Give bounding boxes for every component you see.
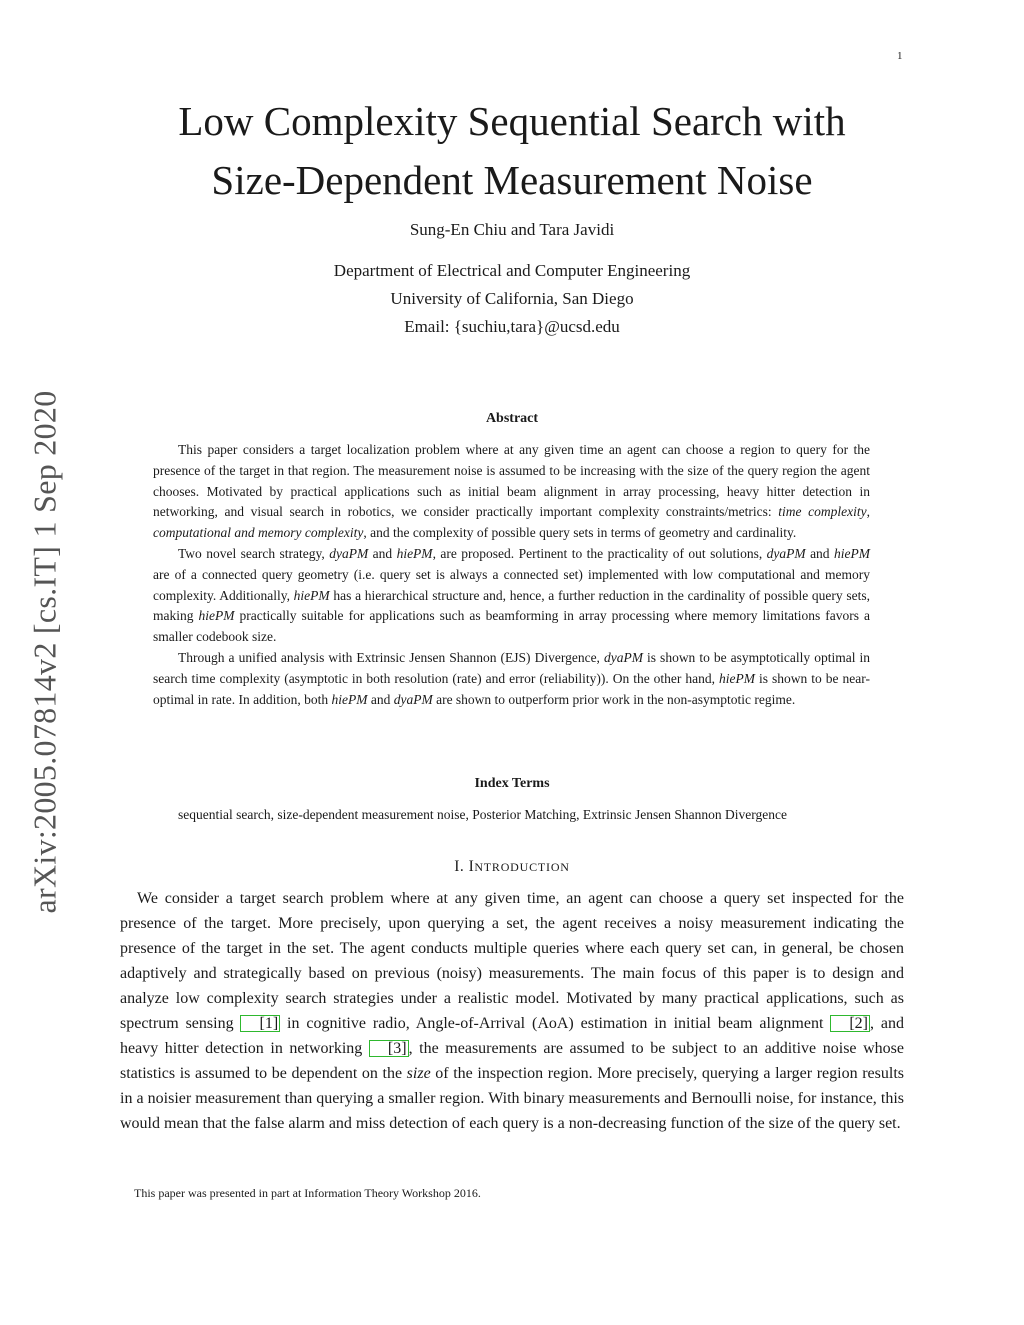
math-symbol: hiePM: [719, 670, 756, 686]
text: , the measurements are assumed to be subject to an additive noise whose statistics is assumed to be dependent on the: [120, 1040, 904, 1082]
text: practically suitable for applications such as beamforming in array processing where memory limitations favors a smaller codebook size.: [153, 608, 871, 645]
paper-title: [0, 92, 1024, 210]
citation-link[interactable]: [2]: [830, 1015, 870, 1032]
text: in cognitive radio, Angle-of-Arrival (AoA) estimation in initial beam alignment: [280, 1015, 831, 1032]
math-symbol: dyaPM: [766, 545, 806, 561]
math-symbol: hiePM: [396, 545, 433, 561]
text: and: [367, 691, 394, 707]
title-line-2: Size-Dependent Measurement Noise: [211, 157, 813, 203]
text: is shown to be near-optimal in rate. In addition, both: [153, 670, 870, 707]
emphasis: size: [406, 1065, 431, 1082]
section-numeral: I.: [454, 858, 469, 875]
text: , and the complexity of possible query sets in terms of geometry and cardinality.: [363, 525, 797, 541]
abstract-body: [153, 440, 870, 710]
title-line-1: Low Complexity Sequential Search with: [178, 98, 846, 144]
abstract-heading: Abstract: [485, 411, 539, 426]
text: ,: [866, 504, 871, 520]
abstract-paragraph-3: [153, 648, 870, 710]
emphasis: time complexity: [778, 504, 867, 520]
math-symbol: hiePM: [293, 587, 330, 603]
section-title-cap: I: [468, 858, 475, 875]
emphasis: computational and memory complexity: [153, 525, 364, 541]
text: are shown to outperform prior work in the non-asymptotic regime.: [432, 691, 796, 707]
text: Through a unified analysis with Extrinsic Jensen Shannon (EJS) Divergence,: [178, 649, 604, 665]
abstract-paragraph-1: [153, 440, 870, 544]
page-number: 1: [897, 50, 903, 62]
math-symbol: hiePM: [331, 691, 368, 707]
text: We consider a target search problem where at any given time, an agent can choose a query set inspected for the presence of the target. More precisely, upon querying a set, the agent receives a noisy measurement indicating the presence of the target in the set. The agent conducts multiple queries where each query set can, in general, be chosen adaptively and strategically based on previous (noisy) measurements. The main focus of this paper is to design and analyze low complexity search strategies under a realistic model. Motivated by many practical applications, such as spectrum sensing: [120, 890, 904, 1032]
text: This paper considers a target localization problem where at any given time an agent can choose a region to query for the presence of the target in that region. The measurement noise is assumed to be increasing with the size of the query region the agent chooses. Motivated by practical applications such as initial beam alignment in array processing, heavy hitter detection in networking, and visual search in robotics, we consider practically important complexity constraints/metrics:: [153, 442, 870, 520]
text: has a hierarchical structure and, hence, a further reduction in the cardinality of possible query sets, making: [153, 587, 871, 624]
citation-link[interactable]: [1]: [240, 1015, 280, 1032]
university: University of California, San Diego: [390, 289, 634, 308]
text: are of a connected query geometry (i.e. query set is always a connected set) implemented with low computational and memory complexity. Additionally,: [153, 566, 870, 603]
arxiv-stamp: arXiv:2005.07814v2 [cs.IT] 1 Sep 2020: [26, 390, 63, 914]
footnote: This paper was presented in part at Information Theory Workshop 2016.: [134, 1186, 481, 1200]
index-terms: sequential search, size-dependent measurement noise, Posterior Matching, Extrinsic Jensen Shannon Divergence: [178, 807, 787, 822]
index-terms-heading: Index Terms: [474, 776, 550, 791]
affiliation: [0, 257, 1024, 341]
math-symbol: hiePM: [198, 608, 235, 624]
introduction-body: [120, 886, 904, 1136]
math-symbol: dyaPM: [603, 649, 643, 665]
text: , and heavy hitter detection in networking: [120, 1015, 905, 1057]
math-symbol: dyaPM: [329, 545, 369, 561]
department: Department of Electrical and Computer Engineering: [333, 261, 691, 280]
math-symbol: dyaPM: [393, 691, 433, 707]
math-symbol: hiePM: [834, 545, 870, 561]
text: , are proposed. Pertinent to the practicality of out solutions,: [432, 545, 767, 561]
authors: Sung-En Chiu and Tara Javidi: [409, 220, 615, 239]
abstract-paragraph-2: [153, 544, 870, 648]
citation-link[interactable]: [3]: [369, 1040, 409, 1057]
section-title-smallcaps: NTRODUCTION: [474, 860, 570, 874]
text: is shown to be asymptotically optimal in search time complexity (asymptotic in both resolution (rate) and error (reliability)). On the other hand,: [153, 649, 871, 686]
email: Email: {suchiu,tara}@ucsd.edu: [404, 317, 620, 336]
text: and: [805, 545, 834, 561]
text: of the inspection region. More precisely, querying a larger region results in a noisier measurement than querying a smaller region. With binary measurements and Bernoulli noise, for instance, this would mean that the false alarm and miss detection of each query is a non-decreasing function of the size of the query set.: [120, 1065, 904, 1132]
text: Two novel search strategy,: [178, 545, 330, 561]
section-heading-introduction: [0, 858, 1024, 876]
introduction-paragraph: [120, 886, 904, 1136]
text: and: [368, 545, 397, 561]
